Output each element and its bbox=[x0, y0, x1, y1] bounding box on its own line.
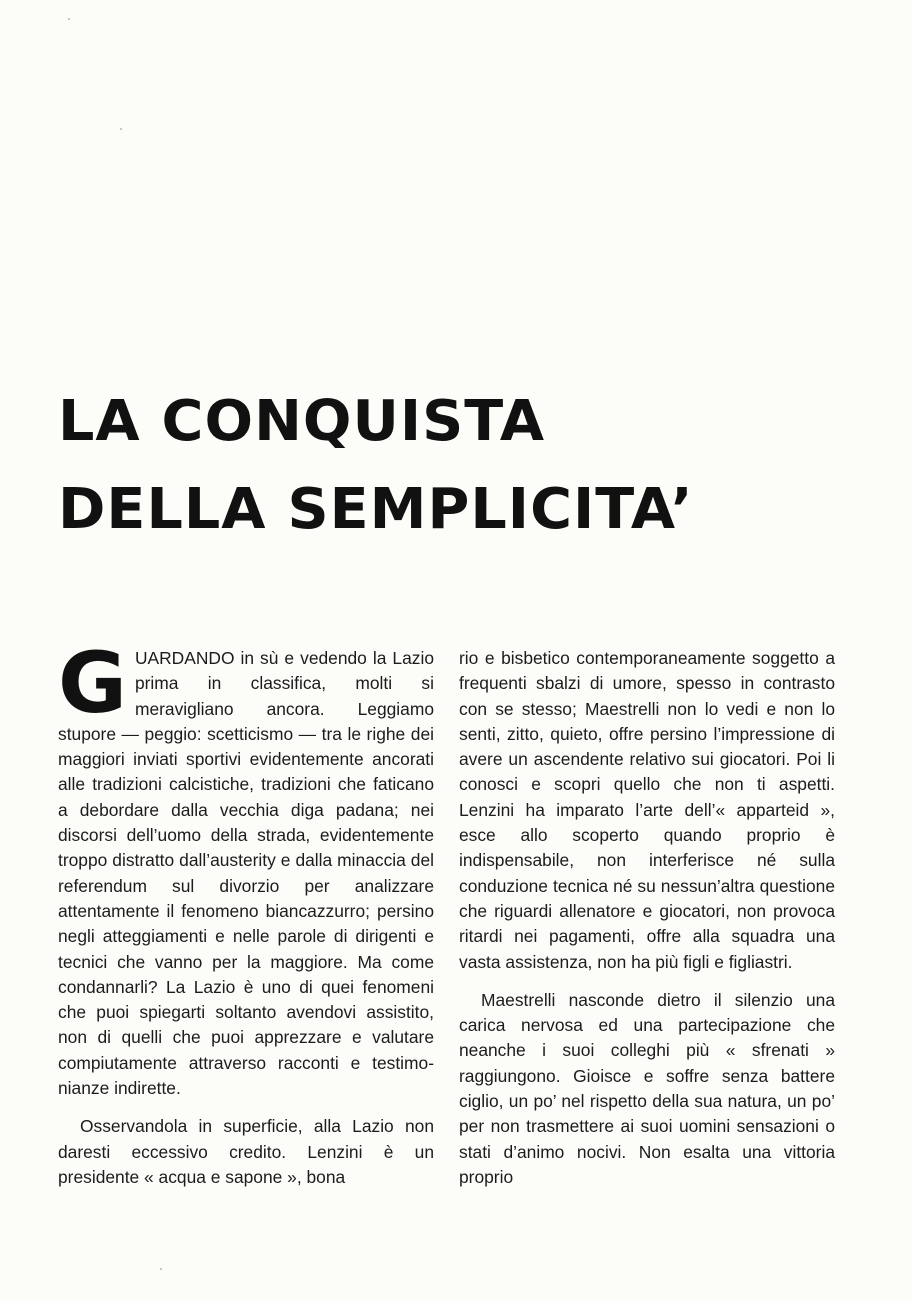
paragraph-3: Maestrelli nasconde dietro il silenzio una carica nervosa ed una partecipazione che neanche i suoi colleghi più « sfrenati » raggiungono. Gioisce e soffre senza battere ciglio, un po’ nel rispetto della sua natura, un po’ per non trasmettere ai suoi uomini sensazioni o stati d’animo nocivi. Non esalta una vittoria proprio bbox=[459, 989, 835, 1187]
paragraph-1 bbox=[58, 634, 434, 1101]
drop-cap: G bbox=[58, 634, 127, 732]
paragraph-2: Osservandola in superficie, alla Lazio non daresti eccessivo credito. Lenzini è un presidente « acqua e sapone », bona bbox=[58, 1116, 434, 1187]
paper-speck bbox=[160, 1268, 162, 1270]
paragraph-2-continued: rio e bisbetico contemporaneamente soggetto a frequenti sbalzi di umore, spesso in contrasto con se stesso; Maestrelli non lo vedi e non lo senti, zitto, quieto, offre persino l’impressione di avere un ascendente relativo sui giocatori. Poi li conosci e scopri quello che non ti aspetti. Lenzini ha imparato l’arte dell’« apparteid », esce allo scoperto quando proprio è indispensabile, non interferisce né sulla conduzione tecnica né su nessun’altra questione che riguardi allenatore e giocatori, non provoca ritardi nei pagamenti, offre alla squadra una vasta assistenza, non ha più figli e figliastri. bbox=[459, 648, 835, 972]
left-column bbox=[58, 634, 434, 1190]
paper-speck bbox=[68, 18, 70, 20]
right-column bbox=[459, 646, 835, 1190]
title-line-2: DELLA SEMPLICITA’ bbox=[58, 477, 694, 542]
paper-speck bbox=[120, 128, 122, 130]
paragraph-1-text: UARDANDO in sù e vedendo la Lazio prima in classifica, molti si meravigliano ancora. Leggiamo stupore — peggio: scetticismo — tra le righe dei maggiori inviati sportivi evidentemente ancorati alle tradizioni calcistiche, tradizioni che faticano a debordare dalla vecchia diga padana; nei discorsi dell’uomo della strada, evidentemente troppo distratto dall’austerity e dalla minaccia del referendum sul divorzio per analizzare attentamente il fenomeno biancazzurro; persino negli atteggiamenti e nelle parole di dirigenti e tecnici che vanno per la maggiore. Ma come condannarli? La Lazio è uno di quei fenomeni che puoi spiegarti soltanto avendovi assistito, non di quelli che puoi apprezzare e valutare compiutamente attraverso racconti e testimonianze indirette. bbox=[58, 648, 434, 1099]
title-line-1: LA CONQUISTA bbox=[58, 389, 546, 454]
article-title bbox=[58, 378, 694, 554]
